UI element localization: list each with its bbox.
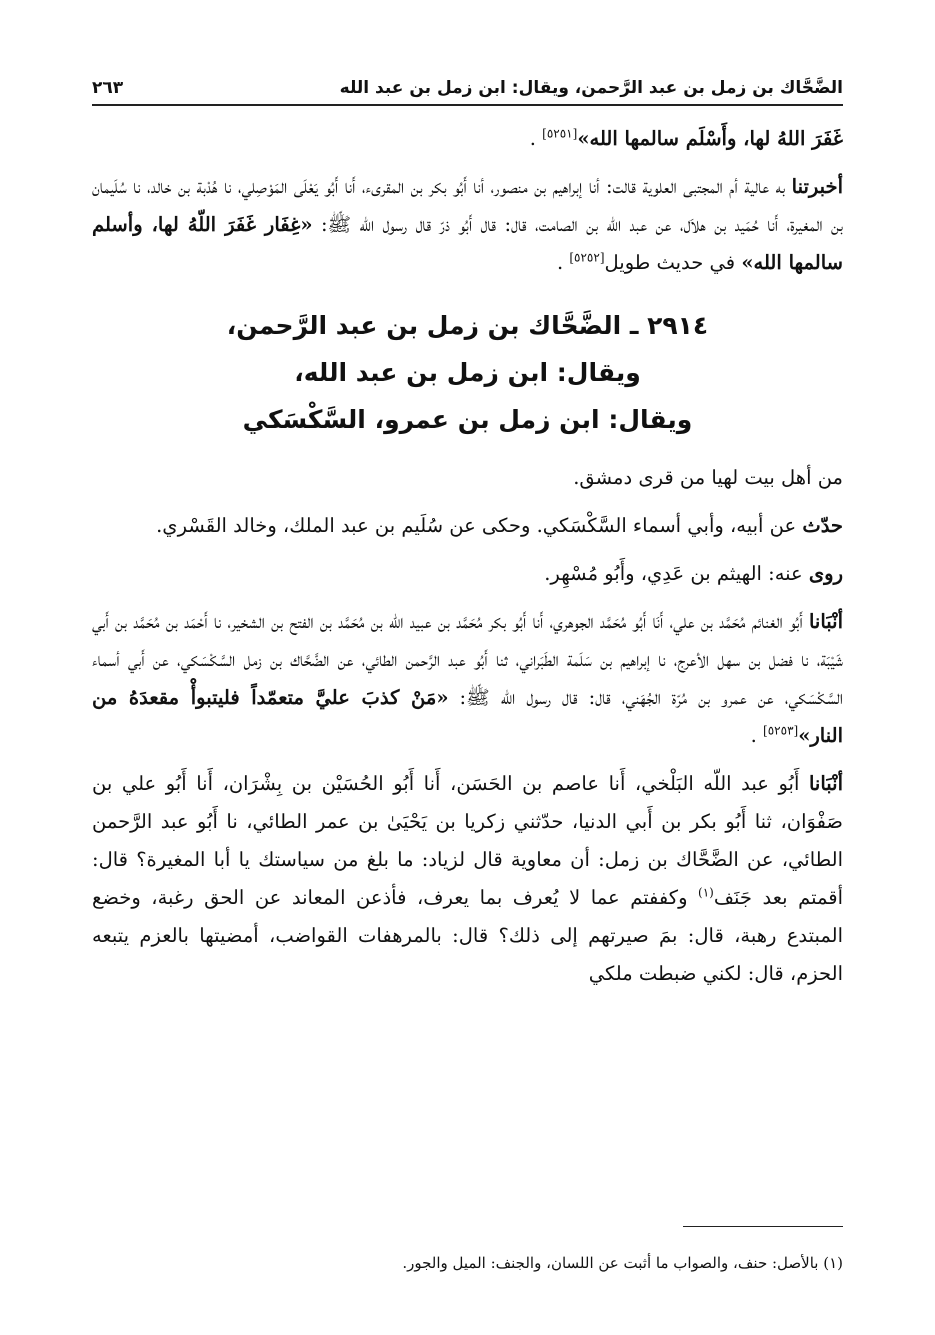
paragraph-lead-word: حدّث xyxy=(802,514,843,537)
paragraph-narrators xyxy=(92,555,843,593)
paragraph-text: أَبُو الغنائم مُحَمَّد بن علي، أَنَا أَبُو مُحَمَّد الجوهري، أَنا أَبُو بكر مُحَمَّد بن عبيد اللّه بن مُحَمَّد بن الفتح بن الشخير، نا أَحْمَد بن مُحَمَّد بن أَبي شَيْبَة، نا فضل بن سهل الأعرج، نا إبراهيم بن سَلَمة الطَبَراني، ثنا أَبُو عبد الرَّحمن الطائي، عن الضَّحَّاك بن زمل السَّكْسَكي، عن أَبي أسماء السَّكْسَكي، عن عمرو بن مُرّة الجُهَني، قال: قال رسول الله ﷺ: xyxy=(92,610,843,709)
footnote-divider xyxy=(683,1226,843,1227)
hadith-quote: «مَنْ كذبَ عليَّ متعمّداً فليتبوأْ مقعدَهُ من النار» xyxy=(92,686,843,747)
paragraph-end: . xyxy=(750,724,764,747)
hadith-reference-number: [٥٢٥٢] xyxy=(569,250,605,265)
paragraph-end: . xyxy=(529,127,543,150)
paragraph-narrated-from xyxy=(92,507,843,545)
header-divider xyxy=(92,104,843,106)
paragraph-text: أَبُو عبد اللّه البَلْخي، أَنا عاصم بن الحَسَن، أَنا أَبُو الحُسَيْن بن بِشْرَان، أَنا أَبُو علي بن صَفْوَان، ثنا أَبُو بكر بن أَبي الدنيا، حدّثني زكريا بن يَحْيَىٰ بن عمر الطائي، نا أَبُو عبد الرَّحمن الطائي، عن الضَّحَّاك بن زمل: أن معاوية قال لزياد: ما بلغ من سياستك يا أبا المغيرة؟ قال: أقمتم بعد جَنَف xyxy=(92,772,844,909)
page-header xyxy=(92,62,843,98)
paragraph-text: عنه: الهيثم بن عَدِي، وأَبُو مُسْهِر. xyxy=(544,562,809,585)
hadith-reference-number: [٥٢٥١] xyxy=(542,126,578,141)
paragraph-text: من أهل بيت لهيا من قرى دمشق. xyxy=(573,466,843,489)
footnote xyxy=(92,1250,843,1276)
page-number: ٢٦٣ xyxy=(92,78,124,98)
hadith-quote: غَفَرَ اللهُ لها، وأَسْلَم سالمها الله» xyxy=(577,127,843,150)
main-text xyxy=(92,120,843,1003)
hadith-reference-number: [٥٢٥٣] xyxy=(763,723,799,738)
paragraph-text: عن أبيه، وأبي أسماء السَّكْسَكي. وحكى عن سُلَيم بن عبد الملك، وخالد القَسْري. xyxy=(156,514,803,537)
biography-heading xyxy=(92,302,843,443)
paragraph-text: به عالية أم المجتبى العلوية قالت: أنا إبراهيم بن منصور، أنا أَبُو بكر بن المقرىء، أَنا أَبُو يَعْلَى المَوْصِلي، نا هُدْبة بن خالد، نا سُلَيمان بن المغيرة، أَنا حُمَيد بن هلاَل، عن عبد اللّه بن الصامت، قال: قال أَبُو ذرّ قال رسول الله ﷺ: xyxy=(92,175,844,236)
paragraph-origin xyxy=(92,459,843,497)
paragraph-isnad-1 xyxy=(92,168,843,282)
paragraph-lead-word: أنْبَانا xyxy=(808,772,843,795)
paragraph-end: . xyxy=(556,251,570,274)
heading-line-2: ويقال: ابن زمل بن عبد الله، xyxy=(294,358,641,387)
paragraph-lead-word: أنْبَانا xyxy=(808,610,843,633)
paragraph-isnad-2 xyxy=(92,603,843,755)
paragraph-lead-word: روى xyxy=(808,562,843,585)
paragraph-text-after: في حديث طويل xyxy=(604,251,742,274)
heading-line-3: ويقال: ابن زمل بن عمرو، السَّكْسَكي xyxy=(242,405,693,434)
paragraph-lead-word: أخبرتنا xyxy=(791,175,843,198)
heading-line-1: ٢٩١٤ ـ الضَّحَّاك بن زمل بن عبد الرَّحمن، xyxy=(226,311,709,340)
footnote-marker: (١) xyxy=(698,885,714,900)
running-title: الضَّحَّاك بن زمل بن عبد الرَّحمن، ويقال: ابن زمل بن عبد الله xyxy=(339,78,843,98)
footnote-text: (١) بالأصل: حنف، والصواب ما أثبت عن اللسان، والجنف: الميل والجور. xyxy=(402,1254,843,1272)
paragraph-isnad-3 xyxy=(92,765,843,993)
paragraph-text-after: وكففتم عما لا يُعرف بما يعرف، فأذعن المعاند عن الحق رغبة، وخضع المبتدع رهبة، قال: بمَ صيرتهم إلى ذلك؟ قال: بالمرهفات القواضب، أمضيتها بالعزم يتبعه الحزم، قال: لكني ضبطت ملكي xyxy=(92,886,843,985)
hadith-quote: «غِفَار غَفَرَ اللّهُ لها، وأسلم سالمها الله» xyxy=(92,213,843,274)
paragraph-continuation xyxy=(92,120,843,158)
